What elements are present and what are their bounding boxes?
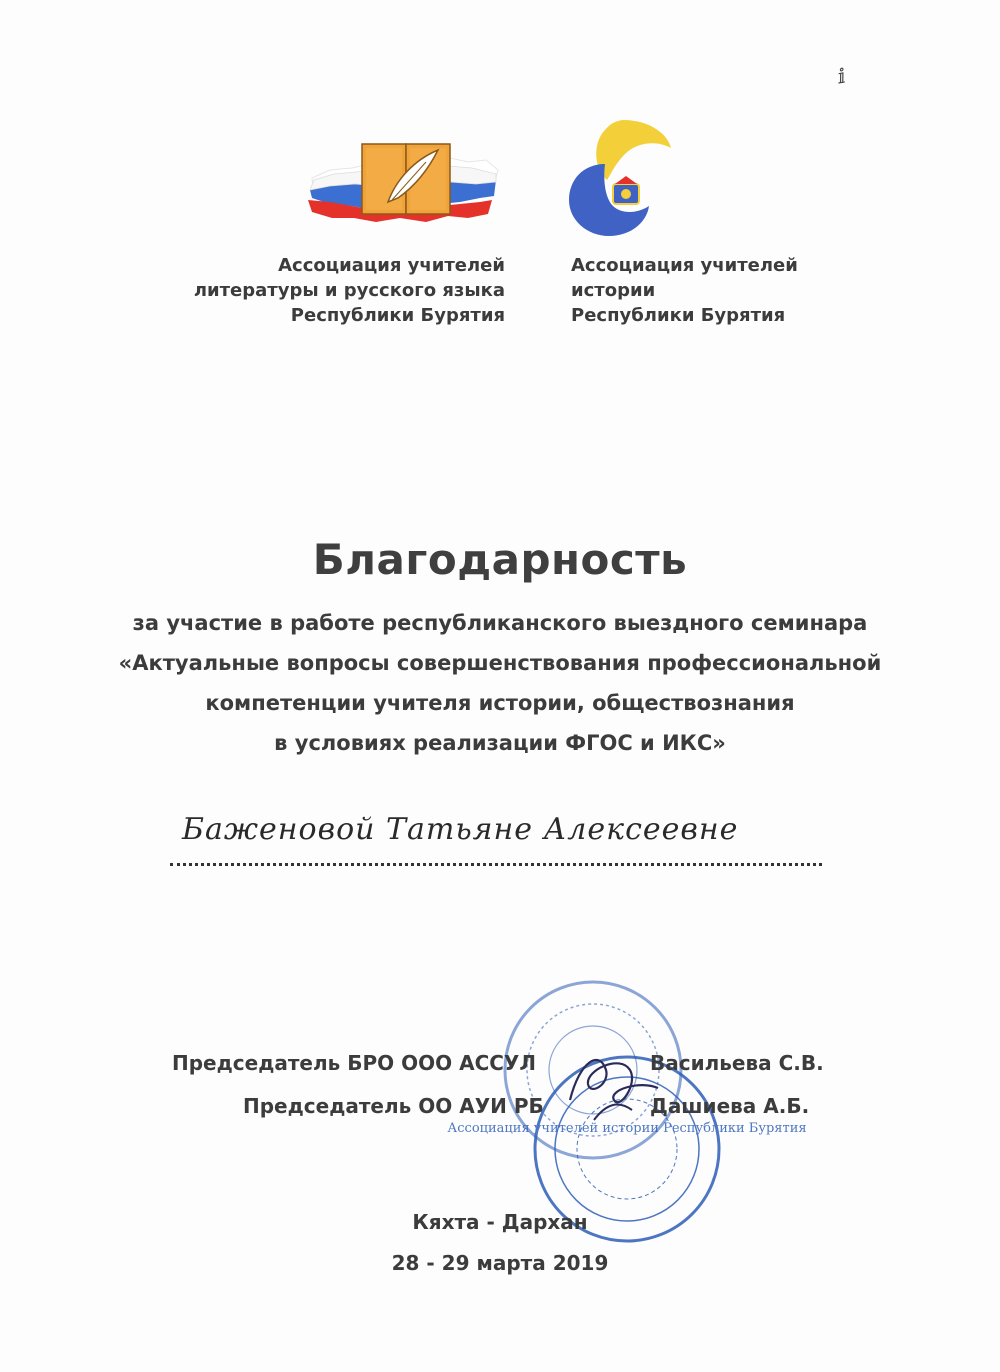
event-place: Кяхта - Дархан	[412, 1210, 588, 1234]
document-title: Благодарность	[312, 535, 688, 584]
stamp-text: Ассоциация учителей истории Республики Бурятия	[447, 1121, 807, 1136]
association-name-line: Республики Бурятия	[290, 305, 505, 326]
description-line: в условиях реализации ФГОС и ИКС»	[274, 731, 726, 755]
description-line: за участие в работе республиканского выездного семинара	[132, 611, 868, 635]
history-association-logo	[565, 118, 675, 238]
history-association-name	[571, 253, 871, 328]
signatory-name: Дашиева А.Б.	[650, 1094, 810, 1118]
award-description	[0, 603, 1000, 763]
association-name-line: Ассоциация учителей	[278, 255, 505, 276]
association-name-line: Республики Бурятия	[571, 305, 786, 326]
association-name-line: истории	[571, 280, 656, 301]
signatory-name: Васильева С.В.	[650, 1051, 824, 1075]
description-line: компетенции учителя истории, обществознания	[205, 691, 795, 715]
dotted-line	[170, 863, 822, 866]
signatory-position: Председатель БРО ООО АССУЛ	[172, 1051, 536, 1075]
event-date: 28 - 29 марта 2019	[391, 1251, 609, 1275]
signatory-position: Председатель ОО АУИ РБ	[243, 1094, 544, 1118]
description-line: «Актуальные вопросы совершенствования профессиональной	[118, 651, 882, 675]
literature-association-logo	[300, 140, 510, 240]
handwritten-mark: ⅈ	[835, 63, 848, 89]
association-name-line: Ассоциация учителей	[571, 255, 798, 276]
association-name-line: литературы и русского языка	[193, 280, 505, 301]
recipient-name: Баженовой Татьяне Алексеевне	[182, 812, 739, 847]
recipient-field	[170, 812, 830, 872]
literature-association-name	[150, 253, 505, 328]
